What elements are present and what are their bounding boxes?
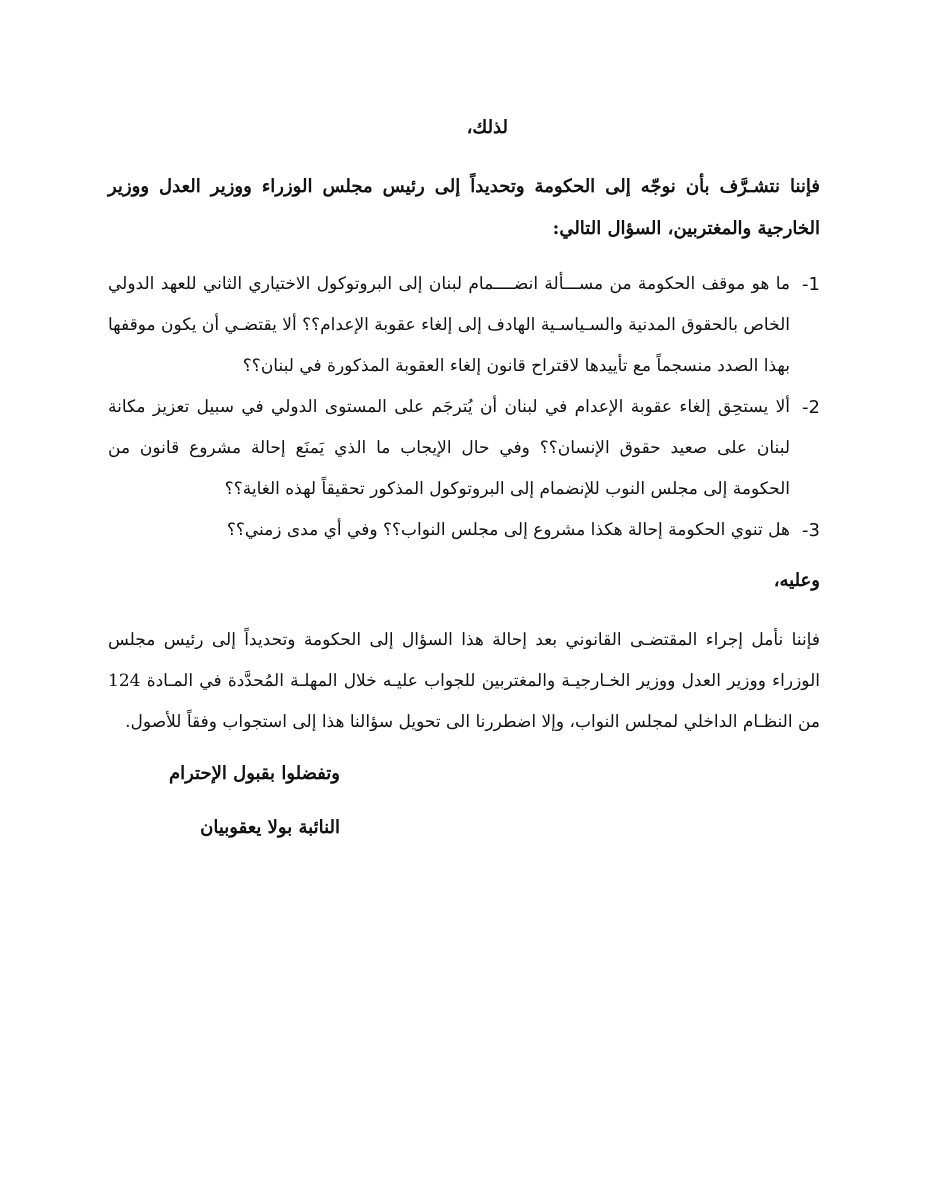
question-text: ما هو موقف الحكومة من مســـألة انضــــمام لبنان إلى البروتوكول الاختياري الثاني للعهد الدولي الخاص بالحقوق المدنية والسـياسـية الهادف إلى إلغاء عقوبة الإعدام؟؟ ألا يقتضـي أن يكون موقفها بهذا الصدد منسجماً مع تأييدها لاقتراح قانون إلغاء العقوبة المذكورة في لبنان؟؟: [108, 274, 790, 376]
closing-line: وتفضلوا بقبول الإحترام: [168, 763, 340, 784]
questions-list: [108, 264, 820, 551]
question-text: هل تنوي الحكومة إحالة هكذا مشروع إلى مجلس النواب؟؟ وفي أي مدى زمني؟؟: [226, 520, 790, 540]
question-item-3: [108, 510, 820, 551]
question-text: ألا يستحِق إلغاء عقوبة الإعدام في لبنان أن يُترجَم على المستوى الدولي في سبيل تعزيز مكانة لبنان على صعيد حقوق الإنسان؟؟ وفي حال الإيجاب ما الذي يَمنَع إحالة مشروع قانون من الحكومة إلى مجلس النوب للإنضمام إلى البروتوكول المذكور تحقيقاً لهذه الغاية؟؟: [108, 397, 790, 499]
question-number: 1-: [802, 274, 820, 295]
question-number: 2-: [802, 397, 820, 418]
signature-line: النائبة بولا يعقوبيان: [200, 817, 340, 838]
question-item-1: [108, 264, 820, 387]
document-heading: لذلك،: [466, 117, 508, 138]
question-item-2: [108, 387, 820, 510]
question-number: 3-: [802, 520, 820, 541]
hence-heading: وعليه،: [773, 570, 820, 591]
request-paragraph: فإننا نأمل إجراء المقتضـى القانوني بعد إحالة هذا السؤال إلى الحكومة وتحديداً إلى رئيس مجلس الوزراء ووزير العدل ووزير الخـارجيـة والمغتربين للجواب عليـه خلال المهلـة المُحدَّدة في المـادة 124 من النظـام الداخلي لمجلس النواب، وإلا اضطررنا الى تحويل سؤالنا هذا إلى استجواب وفقاً للأصول.: [108, 630, 820, 732]
intro-paragraph: فإننا نتشـرَّف بأن نوجّه إلى الحكومة وتحديداً إلى رئيس مجلس الوزراء ووزير العدل ووزير الخارجية والمغتربين، السؤال التالي:: [108, 176, 820, 239]
